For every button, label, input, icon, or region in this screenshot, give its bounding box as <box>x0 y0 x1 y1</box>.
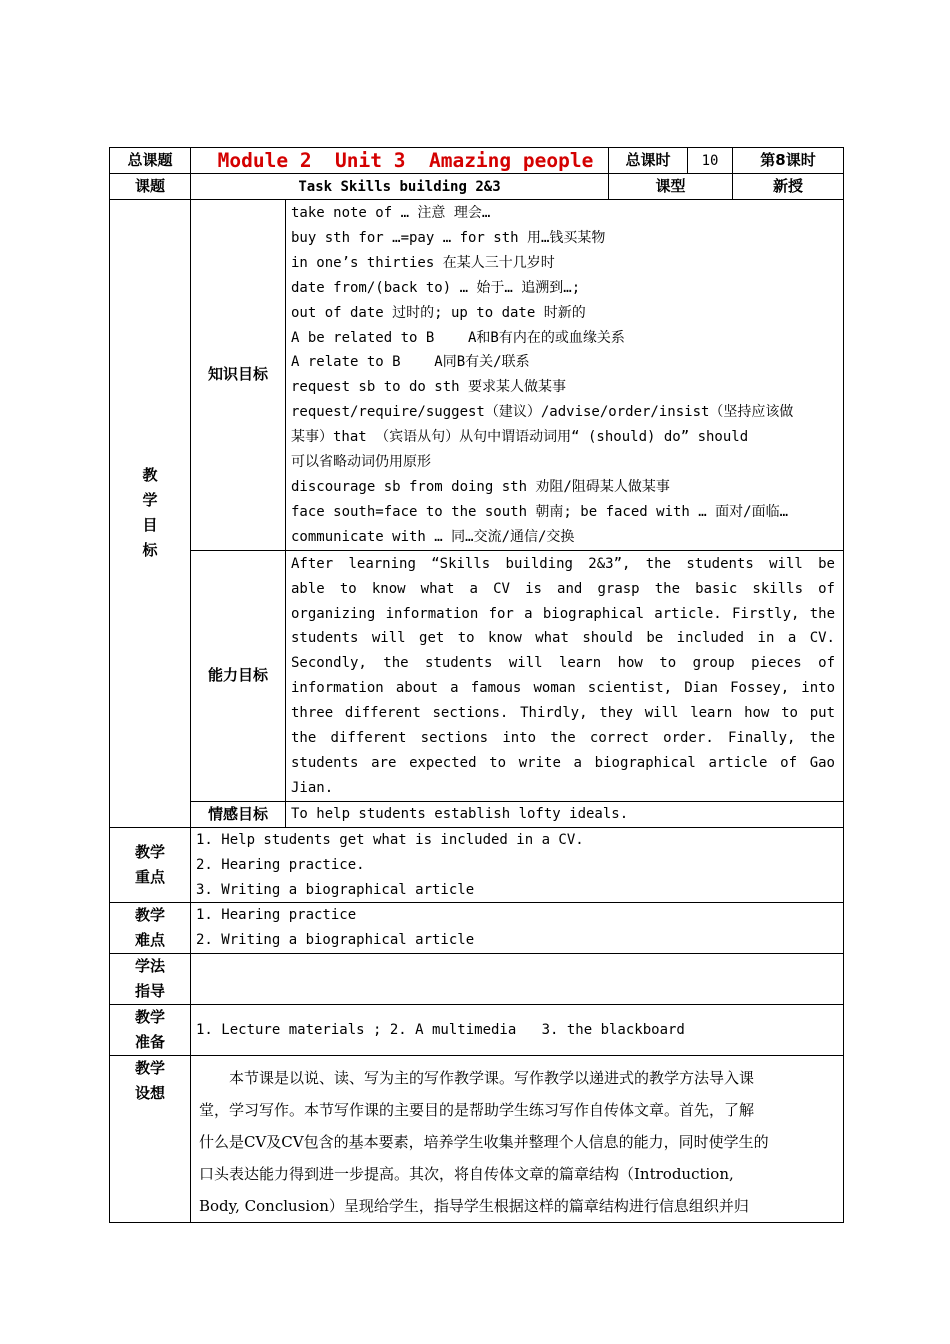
preparation-label <box>110 1005 191 1056</box>
objectives-label-char: 学 <box>142 491 158 510</box>
design-row <box>110 1056 844 1223</box>
ability-line: information about a famous woman scientist, Dian Fossey, into <box>291 680 835 697</box>
header-row-main-topic <box>110 148 844 174</box>
knowledge-line: in one’s thirties 在某人三十几岁时 <box>291 254 555 271</box>
objectives-section-label <box>110 200 191 828</box>
design-line: 什么是CV及CV包含的基本要素，培养学生收集并整理个人信息的能力，同时使学生的 <box>199 1133 769 1152</box>
knowledge-objective-label: 知识目标 <box>191 200 286 551</box>
design-label <box>110 1056 191 1223</box>
methods-label <box>110 954 191 1005</box>
objectives-ability-row <box>110 550 844 801</box>
type-label: 课型 <box>609 174 733 200</box>
emotion-text: To help students establish lofty ideals. <box>291 805 629 822</box>
total-hours-value: 10 <box>688 148 733 174</box>
key-points-label-line: 教学 <box>134 843 165 862</box>
objectives-knowledge-row <box>110 200 844 551</box>
knowledge-line: face south=face to the south 朝南; be faced with … 面对/面临… <box>291 503 789 520</box>
ability-line: three different sections. Thirdly, they will learn how to put <box>291 705 835 722</box>
difficulties-content <box>191 903 844 954</box>
difficulty-item: 2. Writing a biographical article <box>196 932 475 949</box>
knowledge-line: A relate to B A同B有关/联系 <box>291 354 530 371</box>
topic-value: Task Skills building 2&3 <box>191 174 609 200</box>
knowledge-line: 某事）that （宾语从句）从句中谓语动词用“ (should) do” should <box>291 429 749 446</box>
key-points-label <box>110 827 191 903</box>
ability-line: Secondly, the students will learn how to group pieces of <box>291 655 835 672</box>
knowledge-line: request sb to do sth 要求某人做某事 <box>291 379 567 396</box>
preparation-label-line: 教学 <box>134 1008 165 1027</box>
main-topic-label: 总课题 <box>110 148 191 174</box>
design-paragraph <box>191 1056 843 1222</box>
knowledge-line: out of date 过时的; up to date 时新的 <box>291 304 586 321</box>
methods-content <box>191 954 844 1005</box>
design-line: 本节课是以说、读、写为主的写作教学课。写作教学以递进式的教学方法导入课 <box>229 1069 755 1088</box>
knowledge-line: communicate with … 同…交流/通信/交换 <box>291 528 575 545</box>
objectives-label-char: 目 <box>142 516 158 535</box>
objectives-emotion-row <box>110 801 844 827</box>
difficulties-label-line: 教学 <box>134 906 165 925</box>
knowledge-line: discourage sb from doing sth 劝阻/阻碍某人做某事 <box>291 478 670 495</box>
ability-line: organizing information for a biographical article. Firstly, the <box>291 605 835 622</box>
design-line: 堂，学习写作。本节写作课的主要目的是帮助学生练习写作自传体文章。首先，了解 <box>199 1101 755 1120</box>
lesson-plan-table <box>109 147 844 1223</box>
methods-label-line: 学法 <box>134 957 165 976</box>
knowledge-line: buy sth for …=pay … for sth 用…钱买某物 <box>291 229 606 246</box>
design-content <box>191 1056 844 1223</box>
emotion-objective-content <box>286 801 844 827</box>
preparation-content <box>191 1005 844 1056</box>
preparation-label-line: 准备 <box>134 1033 165 1052</box>
ability-line: able to know what a CV is and grasp the basic skills of <box>291 580 835 597</box>
knowledge-objective-content <box>286 200 844 551</box>
key-point-item: 3. Writing a biographical article <box>196 881 475 898</box>
key-points-row <box>110 827 844 903</box>
difficulties-label-line: 难点 <box>134 931 165 950</box>
ability-line: the different sections into the correct order. Finally, the <box>291 730 835 747</box>
difficulty-item: 1. Hearing practice <box>196 907 357 924</box>
ability-objective-label: 能力目标 <box>191 550 286 801</box>
key-point-item: 1. Help students get what is included in a CV. <box>196 831 584 848</box>
knowledge-line: take note of … 注意 理会… <box>291 205 491 221</box>
main-topic-value: Module 2 Unit 3 Amazing people <box>191 148 609 174</box>
preparation-row <box>110 1005 844 1056</box>
key-points-label-line: 重点 <box>134 868 165 887</box>
type-value: 新授 <box>733 174 844 200</box>
knowledge-line: request/require/suggest（建议）/advise/order/insist（坚持应该做 <box>291 404 794 421</box>
knowledge-line: 可以省略动词仍用原形 <box>291 454 431 471</box>
methods-row <box>110 954 844 1005</box>
header-row-topic <box>110 174 844 200</box>
objectives-label-char: 标 <box>142 541 158 560</box>
ability-line: After learning “Skills building 2&3”, the students will be <box>291 555 835 572</box>
emotion-objective-label: 情感目标 <box>191 801 286 827</box>
objectives-label-char: 教 <box>142 466 158 485</box>
ability-line: students will get to know what should be included in a CV. <box>291 630 835 647</box>
knowledge-line: date from/(back to) … 始于… 追溯到…; <box>291 279 581 296</box>
knowledge-line: A be related to B A和B有内在的或血缘关系 <box>291 329 625 346</box>
difficulties-label <box>110 903 191 954</box>
design-line: Body, Conclusion）呈现给学生，指导学生根据这样的篇章结构进行信息组织并归 <box>199 1197 749 1216</box>
key-point-item: 2. Hearing practice. <box>196 856 365 873</box>
ability-line: students are expected to write a biographical article of Gao <box>291 754 835 771</box>
methods-label-line: 指导 <box>134 982 165 1001</box>
design-line: 口头表达能力得到进一步提高。其次，将自传体文章的篇章结构（Introduction, <box>199 1165 734 1184</box>
difficulties-row <box>110 903 844 954</box>
total-hours-label: 总课时 <box>609 148 688 174</box>
ability-objective-content <box>286 550 844 801</box>
design-label-line: 教学 <box>134 1059 165 1078</box>
key-points-content <box>191 827 844 903</box>
preparation-text: 1. Lecture materials ; 2. A multimedia 3. the blackboard <box>196 1022 685 1039</box>
ability-line: Jian. <box>291 779 334 796</box>
lesson-number: 第8课时 <box>733 148 844 174</box>
design-label-line: 设想 <box>134 1084 165 1103</box>
topic-label: 课题 <box>110 174 191 200</box>
